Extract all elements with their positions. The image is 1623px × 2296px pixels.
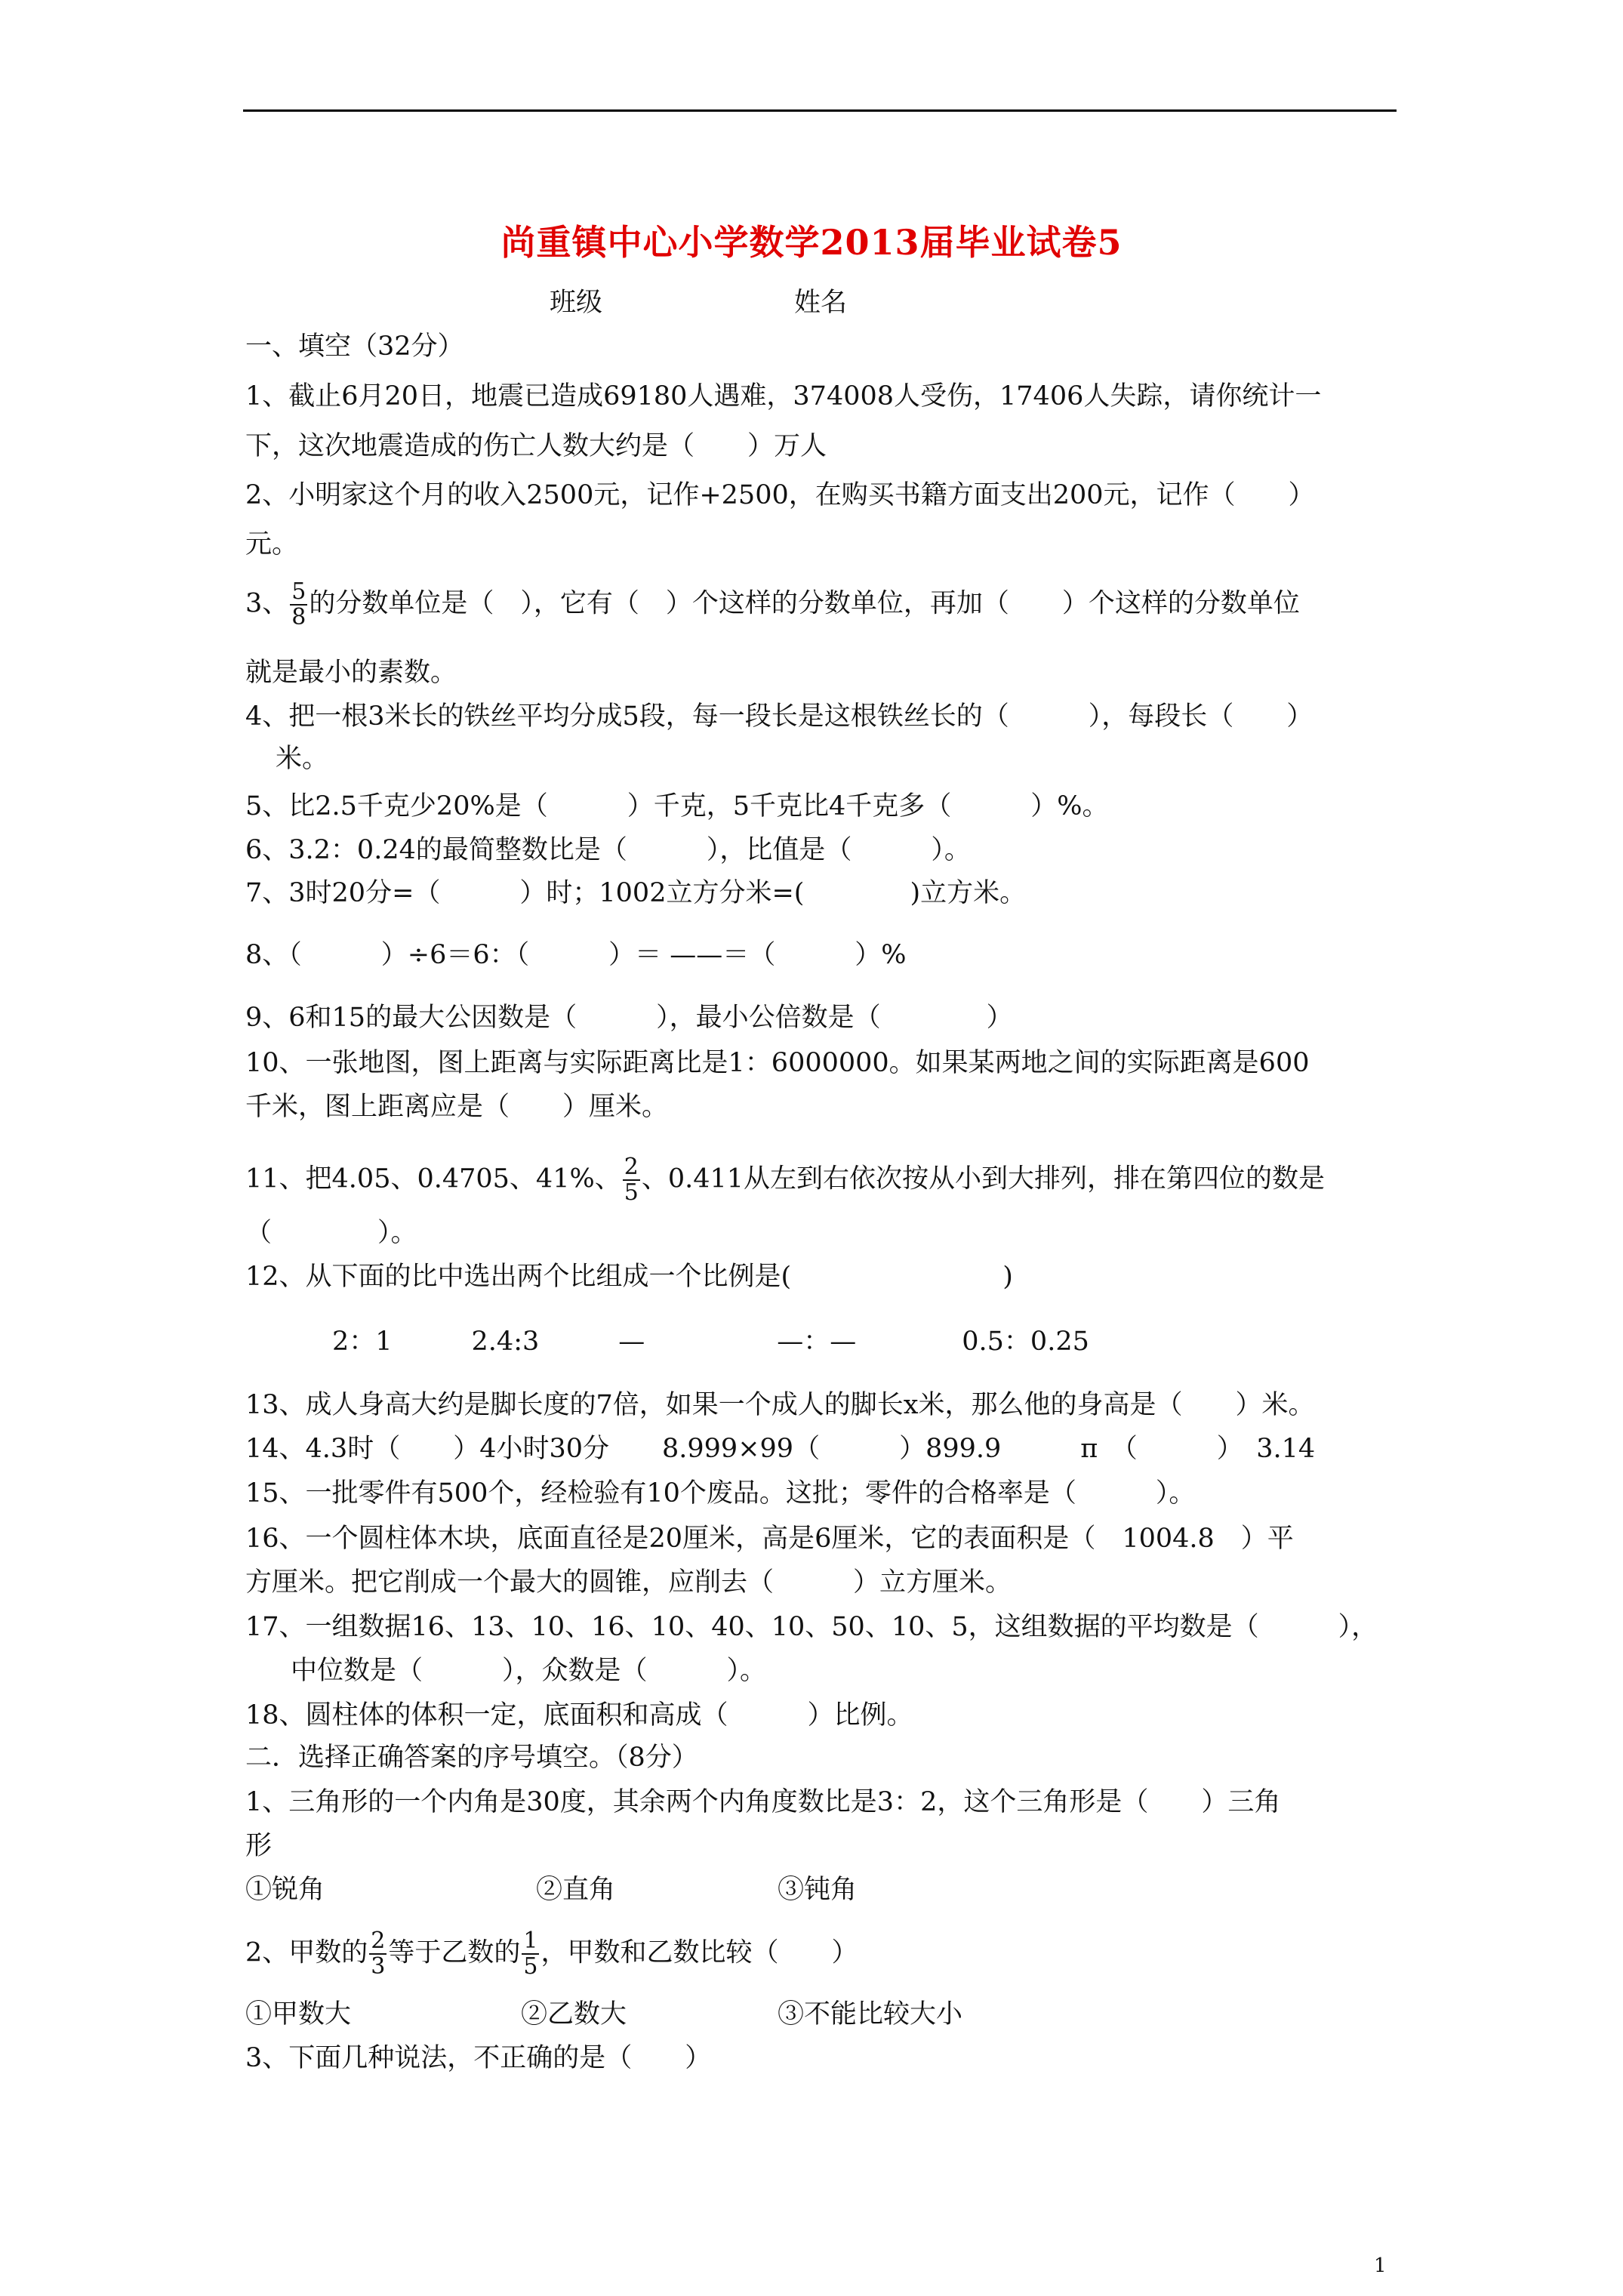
fraction-five-eighths (290, 580, 307, 630)
page-number: 1 (1374, 2254, 1387, 2277)
header-rule (243, 109, 1397, 112)
question-3-line2: 就是最小的素数。 (245, 658, 457, 688)
choice-2-text: ，甲数和乙数比较（ ） (540, 1937, 858, 1968)
question-16-line2: 方厘米。把它削成一个最大的圆锥，应削去（ ）立方厘米。 (245, 1567, 1012, 1598)
question-11-line1 (245, 1155, 1325, 1205)
fraction-numerator: 5 (291, 578, 306, 605)
question-5: 5、比2.5千克少20%是（ ）千克，5千克比4千克多（ ）%。 (245, 791, 1109, 821)
fraction-numerator: 2 (624, 1154, 639, 1180)
question-2-line1: 2、小明家这个月的收入2500元，记作+2500，在购买书籍方面支出200元，记作（ ） (245, 480, 1315, 510)
fraction-numerator: 2 (371, 1928, 386, 1954)
question-16-line1: 16、一个圆柱体木块，底面直径是20厘米，高是6厘米，它的表面积是（ 1004.8 ）平 (245, 1524, 1294, 1554)
question-11-line2: （ ）。 (245, 1218, 417, 1248)
class-label: 班级 (550, 288, 603, 318)
question-3-text: 的分数单位是（ ），它有（ ）个这样的分数单位，再加（ ）个这样的分数单位 (309, 588, 1300, 619)
question-6: 6、3.2：0.24的最简整数比是（ ），比值是（ ）。 (245, 835, 971, 865)
section2-heading: 二．选择正确答案的序号填空。（8分） (245, 1743, 698, 1773)
choice-2-middle: 等于乙数的 (388, 1937, 521, 1968)
question-4-line1: 4、把一根3米长的铁丝平均分成5段，每一段长是这根铁丝长的（ ），每段长（ ） (245, 701, 1313, 732)
question-12: 12、从下面的比中选出两个比组成一个比例是( ) (245, 1262, 1013, 1292)
question-8: 8、（ ）÷6＝6：（ ）＝ ——＝（ ）% (245, 940, 907, 970)
question-11-prefix: 11、把4.05、0.4705、41%、 (245, 1163, 621, 1194)
question-9: 9、6和15的最大公因数是（ ），最小公倍数是（ ） (245, 1003, 1013, 1033)
question-14: 14、4.3时（ ）4小时30分 8.999×99（ ）899.9 π （ ） 3.14 (245, 1434, 1316, 1464)
fraction-denominator: 8 (291, 604, 306, 630)
question-1-line2: 下，这次地震造成的伤亡人数大约是（ ）万人 (245, 431, 827, 461)
fraction-two-fifths (623, 1155, 640, 1205)
question-4-line2: 米。 (276, 744, 329, 774)
question-3-line1 (245, 580, 1300, 630)
fraction-numerator: 1 (523, 1928, 538, 1954)
choice-question-1-line1: 1、三角形的一个内角是30度，其余两个内角度数比是3：2，这个三角形是（ ）三角 (245, 1787, 1281, 1817)
choice-2-option-c: ③不能比较大小 (778, 1999, 963, 2029)
question-2-line2: 元。 (245, 529, 299, 559)
question-1-line1: 1、截止6月20日，地震已造成69180人遇难，374008人受伤，17406人失踪，请你统计一 (245, 381, 1322, 411)
choice-question-2 (245, 1929, 858, 1979)
section1-heading: 一、填空（32分） (245, 331, 464, 362)
question-10-line2: 千米，图上距离应是（ ）厘米。 (245, 1092, 669, 1122)
question-18: 18、圆柱体的体积一定，底面积和高成（ ）比例。 (245, 1700, 913, 1730)
question-17-line1: 17、一组数据16、13、10、16、10、40、10、50、10、5，这组数据的平均数是（ ）， (245, 1612, 1378, 1642)
question-15: 15、一批零件有500个，经检验有10个废品。这批；零件的合格率是（ ）。 (245, 1478, 1196, 1509)
question-12-options: 2：1 2.4:3 — —：— 0.5：0.25 (332, 1327, 1089, 1357)
choice-1-option-a: ①锐角 (245, 1875, 325, 1905)
question-10-line1: 10、一张地图，图上距离与实际距离比是1：6000000。如果某两地之间的实际距离是600 (245, 1048, 1310, 1078)
fraction-denominator: 5 (624, 1179, 639, 1206)
page-title: 尚重镇中心小学数学2013届毕业试卷5 (500, 222, 1123, 263)
fraction-denominator: 5 (523, 1953, 538, 1980)
choice-2-prefix: 2、甲数的 (245, 1937, 368, 1968)
choice-question-1-line2: 形 (245, 1831, 273, 1861)
question-11-text: 、0.411从左到右依次按从小到大排列，排在第四位的数是 (641, 1163, 1326, 1194)
question-3-prefix: 3、 (245, 588, 289, 619)
choice-1-option-b: ②直角 (536, 1875, 616, 1905)
question-7: 7、3时20分=（ ）时；1002立方分米=( )立方米。 (245, 878, 1027, 908)
fraction-denominator: 3 (371, 1953, 386, 1980)
fraction-one-fifth (522, 1929, 539, 1979)
name-label: 姓名 (794, 288, 848, 318)
question-13: 13、成人身高大约是脚长度的7倍，如果一个成人的脚长x米，那么他的身高是（ ）米。 (245, 1390, 1315, 1420)
choice-question-3: 3、下面几种说法，不正确的是（ ） (245, 2043, 712, 2073)
fraction-two-thirds (369, 1929, 387, 1979)
question-17-line2: 中位数是（ ），众数是（ ）。 (291, 1656, 767, 1686)
choice-1-option-c: ③钝角 (778, 1875, 858, 1905)
choice-2-option-b: ②乙数大 (521, 1999, 627, 2029)
choice-2-option-a: ①甲数大 (245, 1999, 352, 2029)
